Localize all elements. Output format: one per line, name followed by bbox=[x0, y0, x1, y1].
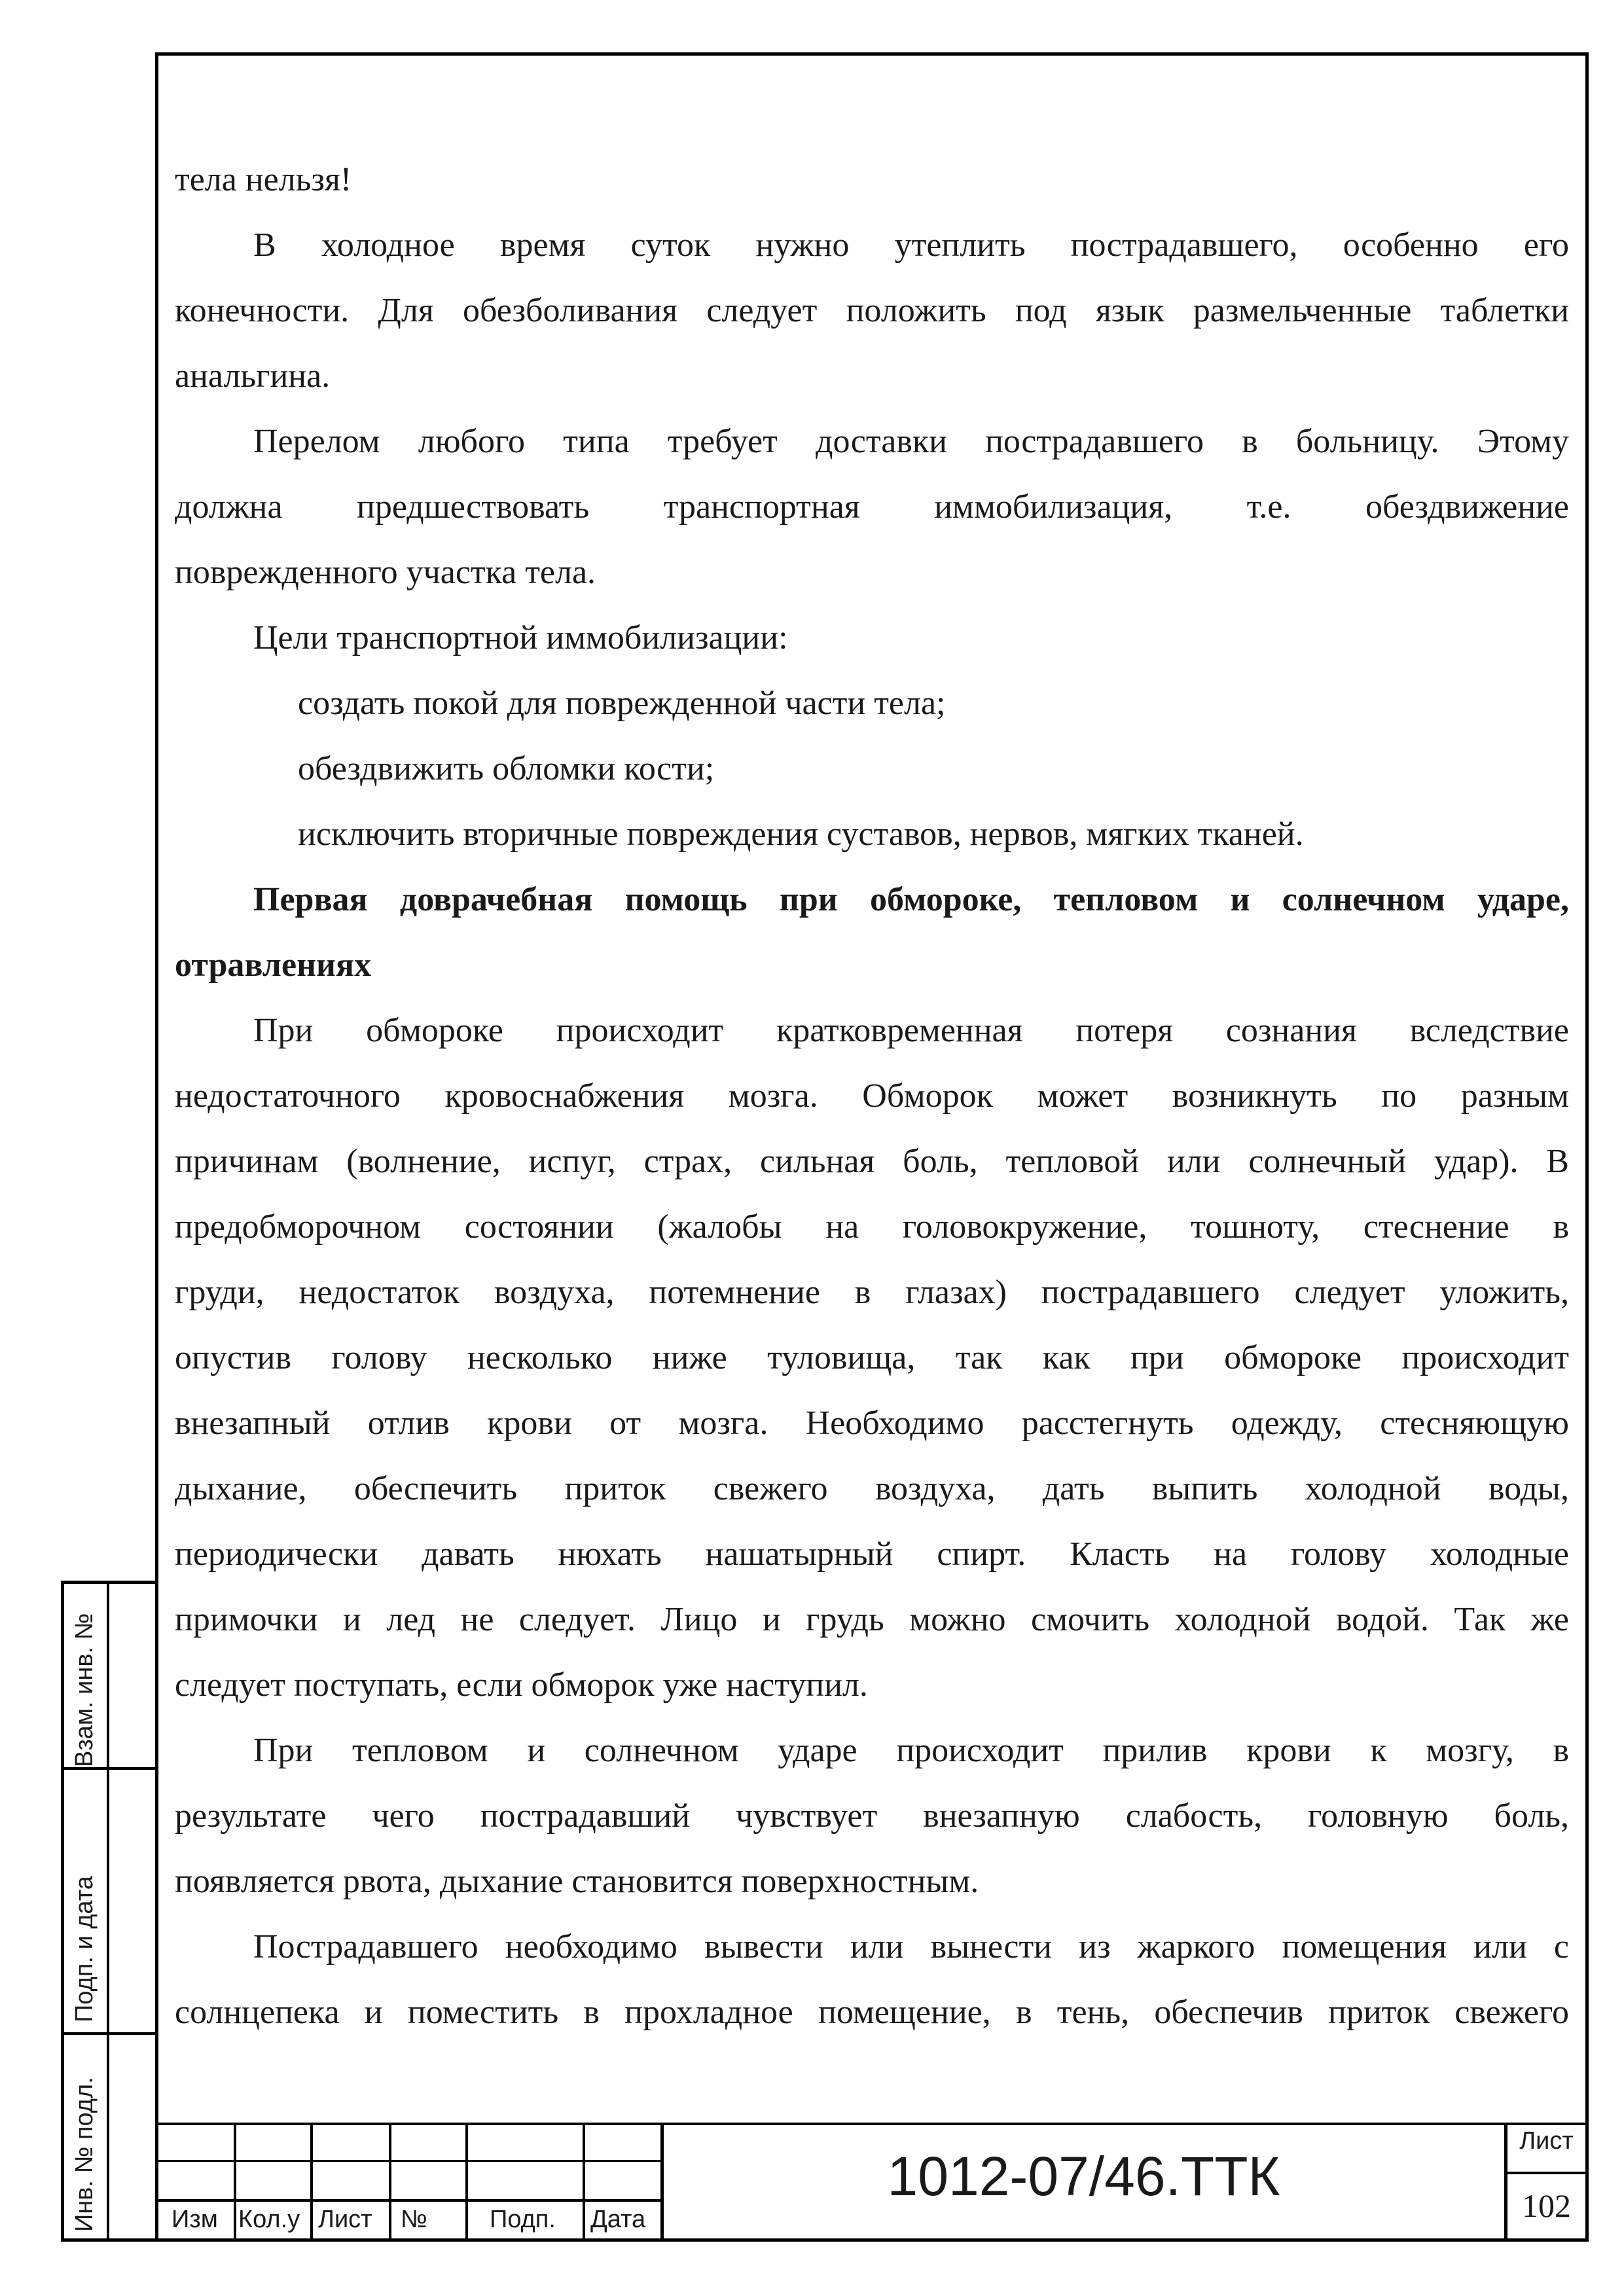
text-line: При обмороке происходит кратковременная потеря сознания вследствие bbox=[253, 1012, 1569, 1049]
text-line: исключить вторичные повреждения суставов, нервов, мягких тканей. bbox=[298, 816, 1304, 853]
text-line: В холодное время суток нужно утеплить пострадавшего, особенно его bbox=[253, 226, 1569, 264]
text-line: обездвижить обломки кости; bbox=[298, 750, 715, 787]
side-label-inv: Инв. № подл. bbox=[71, 2077, 98, 2232]
side-stamp-divider bbox=[61, 1767, 155, 1770]
caption-kolu: Кол.у bbox=[238, 2206, 300, 2233]
text-line: опустив голову несколько ниже туловища, так как при обмороке происходит bbox=[175, 1339, 1569, 1376]
text-line: результате чего пострадавший чувствует внезапную слабость, головную боль, bbox=[175, 1797, 1569, 1835]
text-line: внезапный отлив крови от мозга. Необходимо расстегнуть одежду, стесняющую bbox=[175, 1405, 1569, 1442]
title-block-border bbox=[155, 2123, 1589, 2125]
text-line: создать покой для поврежденной части тела; bbox=[298, 685, 946, 722]
text-line: Пострадавшего необходимо вывести или вынести из жаркого помещения или с bbox=[253, 1928, 1569, 1965]
title-block-col bbox=[389, 2123, 391, 2242]
title-block-row bbox=[155, 2199, 663, 2202]
title-block-col bbox=[465, 2123, 468, 2242]
side-label-vzam: Взам. инв. № bbox=[71, 1613, 98, 1767]
text-line: Перелом любого типа требует доставки пострадавшего в больницу. Этому bbox=[253, 423, 1569, 460]
text-line: причинам (волнение, испуг, страх, сильная боль, тепловой или солнечный удар). В bbox=[175, 1143, 1569, 1180]
title-block-row bbox=[155, 2160, 663, 2162]
side-label-podp: Подп. и дата bbox=[71, 1876, 98, 2022]
caption-list: Лист bbox=[318, 2206, 372, 2233]
text-line: тела нельзя! bbox=[175, 161, 352, 198]
text-line: солнцепека и поместить в прохладное помещение, в тень, обеспечив приток свежего bbox=[175, 1994, 1569, 2031]
text-line: предобморочном состоянии (жалобы на головокружение, тошноту, стеснение в bbox=[175, 1208, 1569, 1246]
text-line: недостаточного кровоснабжения мозга. Обморок может возникнуть по разным bbox=[175, 1077, 1569, 1115]
text-line: Цели транспортной иммобилизации: bbox=[253, 619, 788, 656]
text-line: появляется рвота, дыхание становится поверхностным. bbox=[175, 1863, 979, 1900]
caption-izm: Изм bbox=[171, 2206, 218, 2233]
text-line: примочки и лед не следует. Лицо и грудь можно смочить холодной водой. Так же bbox=[175, 1601, 1569, 1638]
text-line: конечности. Для обезболивания следует положить под язык размельченные таблетки bbox=[175, 292, 1569, 329]
sheet-label: Лист bbox=[1519, 2127, 1574, 2155]
text-line: следует поступать, если обморок уже наступил. bbox=[175, 1666, 868, 1704]
text-line: При тепловом и солнечном ударе происходит прилив крови к мозгу, в bbox=[253, 1732, 1569, 1769]
section-heading: Первая доврачебная помощь при обмороке, тепловом и солнечном ударе, bbox=[253, 881, 1569, 918]
side-stamp-divider bbox=[61, 2032, 155, 2035]
caption-podp: Подп. bbox=[490, 2206, 556, 2233]
text-line: поврежденного участка тела. bbox=[175, 554, 596, 591]
document-code: 1012-07/46.ТТК bbox=[887, 2145, 1280, 2207]
text-line: груди, недостаток воздуха, потемнение в глазах) пострадавшего следует уложить, bbox=[175, 1274, 1569, 1311]
text-line: периодически давать нюхать нашатырный спирт. Класть на голову холодные bbox=[175, 1535, 1569, 1573]
text-line: дыхание, обеспечить приток свежего воздуха, дать выпить холодной воды, bbox=[175, 1470, 1569, 1507]
title-block-col bbox=[310, 2123, 313, 2242]
section-heading: отравлениях bbox=[175, 946, 372, 984]
title-block-col bbox=[583, 2123, 585, 2242]
text-line: анальгина. bbox=[175, 357, 331, 395]
sheet-number: 102 bbox=[1522, 2187, 1571, 2224]
title-block-col bbox=[234, 2123, 236, 2242]
caption-data: Дата bbox=[590, 2206, 646, 2233]
text-line: должна предшествовать транспортная иммобилизация, т.е. обездвижение bbox=[175, 488, 1569, 526]
side-stamp-divider bbox=[107, 1581, 109, 2242]
caption-num: № bbox=[401, 2206, 427, 2233]
